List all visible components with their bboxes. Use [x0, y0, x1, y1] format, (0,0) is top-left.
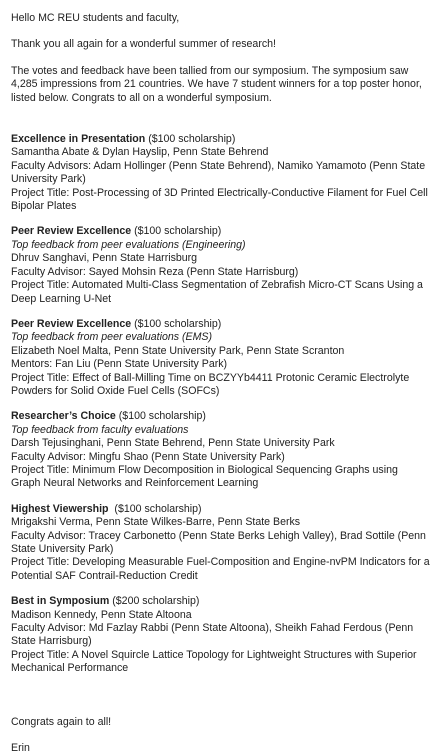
intro-paragraph: The votes and feedback have been tallied from our symposium. The symposium saw 4,285 impressions from 21 countries. We have 7 student winners for a top poster honor, listed below. Congrats to all on a wonderful symposium. — [11, 64, 422, 104]
award-detail-line: Faculty Advisor: Mingfu Shao (Penn State University Park) — [11, 450, 285, 463]
awards-list — [11, 133, 430, 676]
award-heading — [11, 225, 430, 238]
award-block — [11, 225, 430, 305]
award-block — [11, 503, 430, 583]
award-block — [11, 595, 430, 675]
award-detail-line: Darsh Tejusinghani, Penn State Behrend, Penn State University Park — [11, 437, 335, 450]
award-detail-line: Project Title: Effect of Ball-Milling Time on BCZYYb4411 Protonic Ceramic Electrolyte Powders for Solid Oxide Fuel Cells (SOFCs) — [11, 371, 410, 397]
award-detail-line: Faculty Advisor: Md Fazlay Rabbi (Penn State Altoona), Sheikh Fahad Ferdous (Penn State Harrisburg) — [11, 622, 414, 648]
thanks-line: Thank you all again for a wonderful summer of research! — [11, 38, 276, 51]
award-detail-line: Project Title: Automated Multi-Class Segmentation of Zebrafish Micro-CT Scans Using a Deep Learning U-Net — [11, 279, 423, 305]
award-heading — [11, 595, 430, 608]
award-prize: ($100 scholarship) — [131, 225, 222, 238]
award-heading — [11, 410, 430, 423]
award-detail-line: Faculty Advisors: Adam Hollinger (Penn State Behrend), Namiko Yamamoto (Penn State University Park) — [11, 159, 426, 186]
award-prize: ($100 scholarship) — [131, 317, 222, 330]
award-title: Peer Review Excellence — [11, 317, 132, 330]
award-block — [11, 318, 430, 398]
award-detail-line: Project Title: Post-Processing of 3D Printed Electrically-Conductive Filament for Fuel Cell Bipolar Plates — [11, 186, 428, 213]
award-detail-line: Project Title: Minimum Flow Decomposition in Biological Sequencing Graphs using Graph Neural Networks and Reinforcement Learning — [11, 463, 398, 490]
award-title: Highest Viewership — [11, 502, 109, 515]
award-detail-line: Faculty Advisor: Tracey Carbonetto (Penn State Berks Lehigh Valley), Brad Sottile (Penn State University Park) — [11, 529, 426, 555]
award-heading — [11, 503, 430, 516]
award-subtitle: Top feedback from peer evaluations (EMS) — [11, 331, 212, 344]
award-heading — [11, 318, 430, 331]
award-prize: ($100 scholarship) — [145, 133, 236, 146]
award-block — [11, 133, 430, 213]
award-detail-line: Madison Kennedy, Penn State Altoona — [11, 608, 192, 621]
award-detail-line: Project Title: A Novel Squircle Lattice Topology for Lightweight Structures with Superior Mechanical Performance — [11, 648, 417, 675]
award-prize: ($100 scholarship) — [108, 502, 202, 515]
award-prize: ($100 scholarship) — [115, 410, 206, 423]
award-detail-line: Dhruv Sanghavi, Penn State Harrisburg — [11, 252, 198, 265]
greeting: Hello MC REU students and faculty, — [11, 12, 180, 24]
award-detail-line: Samantha Abate & Dylan Hayslip, Penn State Behrend — [11, 146, 269, 159]
award-detail-line: Faculty Advisor: Sayed Mohsin Reza (Penn State Harrisburg) — [11, 265, 299, 278]
award-detail-line: Project Title: Developing Measurable Fuel-Composition and Engine-nvPM Indicators for a Potential SAF Contrail-Reduction Credit — [11, 556, 430, 582]
award-block — [11, 410, 430, 490]
award-heading — [11, 133, 430, 146]
award-subtitle: Top feedback from faculty evaluations — [11, 423, 189, 436]
award-detail-line: Mrigakshi Verma, Penn State Wilkes-Barre, Penn State Berks — [11, 516, 301, 529]
award-title: Researcher’s Choice — [11, 410, 116, 423]
award-title: Excellence in Presentation — [11, 133, 146, 146]
award-prize: ($200 scholarship) — [109, 595, 200, 608]
signature: Erin — [11, 742, 30, 755]
award-title: Best in Symposium — [11, 595, 110, 608]
closing-line: Congrats again to all! — [11, 715, 112, 728]
award-subtitle: Top feedback from peer evaluations (Engineering) — [11, 238, 246, 251]
award-title: Peer Review Excellence — [11, 225, 132, 238]
award-detail-line: Elizabeth Noel Malta, Penn State University Park, Penn State Scranton — [11, 344, 345, 357]
award-detail-line: Mentors: Fan Liu (Penn State University Park) — [11, 358, 228, 371]
